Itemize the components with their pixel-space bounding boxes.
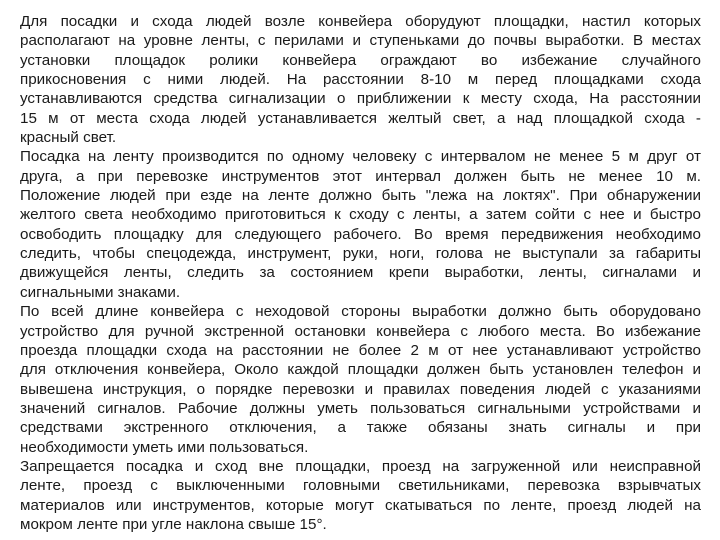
text-line: Положение людей при езде на ленте должно быть "лежа на локтях". При обнаружении xyxy=(20,187,701,205)
text-line: движущейся ленты, следить за состоянием крепи выработки, ленты, сигналами и xyxy=(20,264,701,282)
text-line: следить, чтобы спецодежда, инструмент, руки, ноги, голова не выступали за габариты xyxy=(20,245,701,263)
text-line: вывешена инструкция, о порядке перевозки и правилах поведения людей с указаниями xyxy=(20,380,701,398)
paragraph xyxy=(20,147,701,302)
text-line: освободить площадку для следующего рабочего. Во время передвижения необходимо xyxy=(20,225,701,243)
paragraph xyxy=(20,457,701,534)
text-line: средствами экстренного отключения, а также обязаны знать сигналы и при xyxy=(20,419,701,437)
text-line: для отключения конвейера, Около каждой площадки должен быть установлен телефон и xyxy=(20,361,701,379)
text-line: 15 м от места схода людей устанавливается желтый свет, а над площадкой схода - xyxy=(20,109,701,127)
text-line: друга, а при перевозке инструментов этот интервал должен быть не менее 10 м. xyxy=(20,167,701,185)
text-line: сигнальными знаками. xyxy=(20,283,181,301)
text-line: необходимости уметь ими пользоваться. xyxy=(20,438,309,456)
text-line: Для посадки и схода людей возле конвейера оборудуют площадки, настил которых xyxy=(20,13,701,30)
text-line: Запрещается посадка и сход вне площадки, проезд на загруженной или неисправной xyxy=(20,457,701,475)
text-line: желтого света необходимо приготовиться к сходу с ленты, а затем сойти с нее и быстро xyxy=(20,206,701,224)
text-line: По всей длине конвейера с неходовой стороны выработки должно быть оборудовано xyxy=(20,303,701,321)
text-line: красный свет. xyxy=(20,129,117,147)
text-line: значений сигналов. Рабочие должны уметь пользоваться сигнальными устройствами и xyxy=(20,399,701,417)
paragraph xyxy=(20,302,701,457)
text-line: устанавливаются средства сигнализации о приближении к месту схода, На расстоянии xyxy=(20,90,701,108)
text-line: проезда площадки схода на расстоянии не более 2 м от нее устанавливают устройство xyxy=(20,341,701,359)
text-line: ленте, проезд с выключенными головными светильниками, перевозка взрывчатых xyxy=(20,477,701,495)
text-line: материалов или инструментов, которые могут скатываться по ленте, проезд людей на xyxy=(20,496,701,514)
text-line: установки площадок ролики конвейера ограждают во избежание случайного xyxy=(20,51,701,69)
text-line: мокром ленте при угле наклона свыше 15°. xyxy=(20,515,327,533)
document-page xyxy=(20,12,701,534)
paragraph xyxy=(20,12,701,147)
text-line: прикосновения с ними людей. На расстоянии 8-10 м перед площадками схода xyxy=(20,71,701,89)
text-line: Посадка на ленту производится по одному человеку с интервалом не менее 5 м друг от xyxy=(20,148,701,166)
text-line: располагают на уровне ленты, с перилами и ступеньками до почвы выработки. В местах xyxy=(20,32,701,50)
text-line: устройство для ручной экстренной остановки конвейера с любого места. Во избежание xyxy=(20,322,701,340)
